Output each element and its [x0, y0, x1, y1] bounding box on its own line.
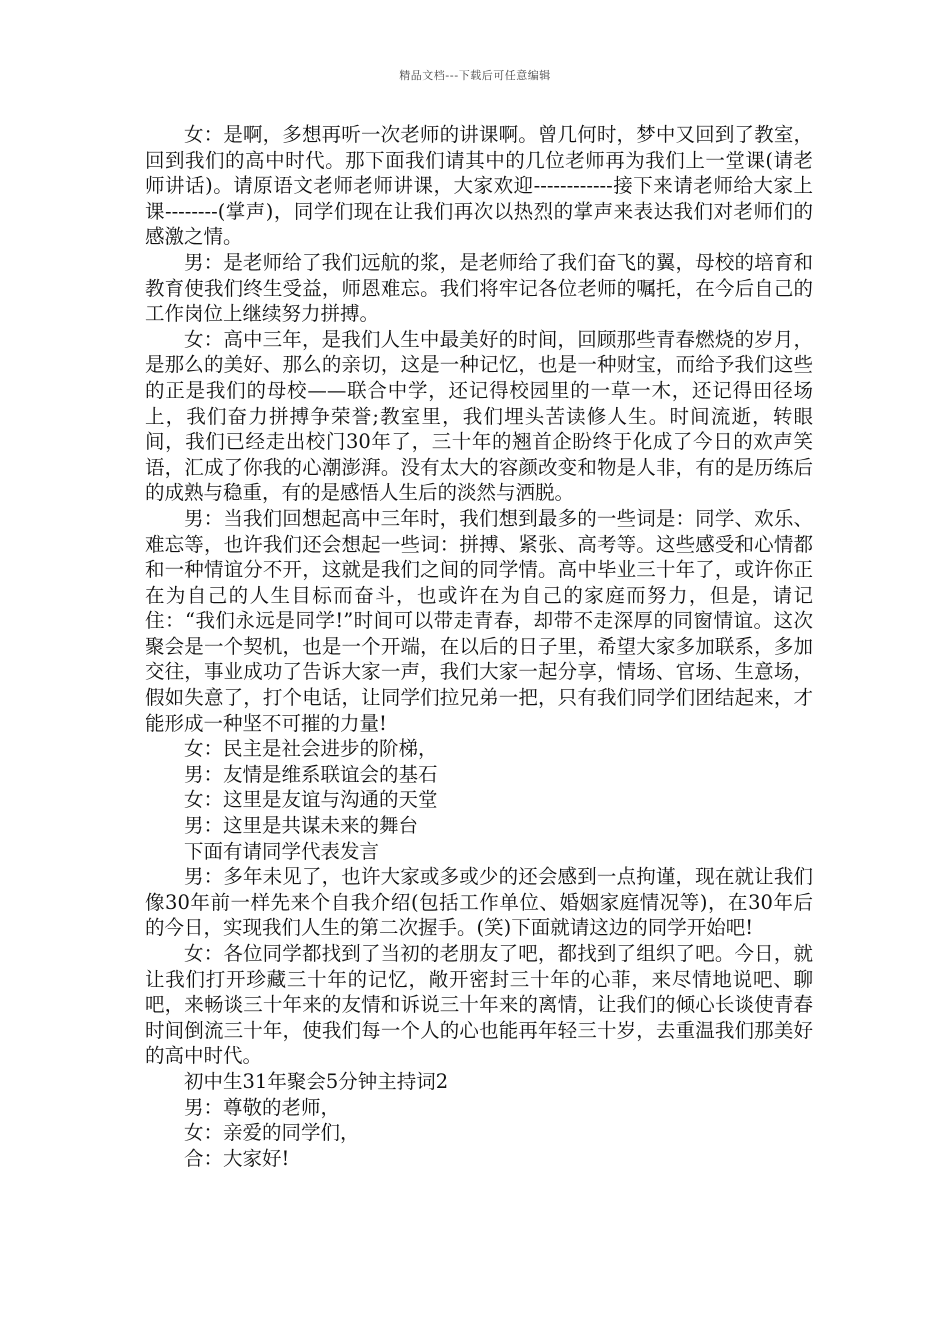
paragraph: 男：多年未见了，也许大家或多或少的还会感到一点拘谨，现在就让我们像30年前一样先来个自我介绍(包括工作单位、婚姻家庭情况等)，在30年后的今日，实现我们人生的第二次握手。(笑)下面就请这边的同学开始吧! — [145, 865, 813, 940]
page-header: 精品文档---下载后可任意编辑 — [399, 69, 551, 82]
paragraph: 男：这里是共谋未来的舞台 — [184, 814, 419, 838]
paragraph: 女：高中三年，是我们人生中最美好的时间，回顾那些青春燃烧的岁月，是那么的美好、那么的亲切，这是一种记忆，也是一种财宝，而给予我们这些的正是我们的母校——联合中学，还记得校园里的一草一木，还记得田径场上，我们奋力拼搏争荣誉;教室里，我们埋头苦读修人生。时间流逝，转眼间，我们已经走出校门30年了，三十年的翘首企盼终于化成了今日的欢声笑语，汇成了你我的心潮澎湃。没有太大的容颜改变和物是人非，有的是历练后的成熟与稳重，有的是感悟人生后的淡然与洒脱。 — [145, 327, 813, 505]
paragraph: 男：尊敬的老师， — [184, 1095, 341, 1119]
paragraph: 合：大家好! — [184, 1146, 290, 1170]
paragraph: 男：是老师给了我们远航的浆，是老师给了我们奋飞的翼，母校的培育和教育使我们终生受益，师恩难忘。我们将牢记各位老师的嘱托，在今后自己的工作岗位上继续努力拼搏。 — [145, 250, 813, 326]
paragraph: 女：各位同学都找到了当初的老朋友了吧，都找到了组织了吧。今日，就让我们打开珍藏三十年的记忆，敞开密封三十年的心菲，来尽情地说吧、聊吧，来畅谈三十年来的友情和诉说三十年来的离情，让我们的倾心长谈使青春时间倒流三十年，使我们每一个人的心也能再年轻三十岁，去重温我们那美好的高中时代。 — [145, 942, 813, 1068]
section-title: 初中生31年聚会5分钟主持词2 — [184, 1069, 449, 1093]
paragraph: 女：民主是社会进步的阶梯， — [184, 737, 438, 761]
document-body — [145, 122, 813, 1171]
paragraph: 女：是啊，多想再听一次老师的讲课啊。曾几何时，梦中又回到了教室，回到我们的高中时代。那下面我们请其中的几位老师再为我们上一堂课(请老师讲话)。请原语文老师老师讲课，大家欢迎------------接下来请老师给大家上课--------(掌声)，同学们现在让我们再次以热烈的掌声来表达我们对老师们的感激之情。 — [145, 123, 813, 249]
paragraph: 男：友情是维系联谊会的基石 — [184, 762, 438, 786]
paragraph: 下面有请同学代表发言 — [184, 839, 380, 863]
paragraph: 女：这里是友谊与沟通的天堂 — [184, 788, 438, 812]
paragraph: 女：亲爱的同学们， — [184, 1121, 360, 1145]
paragraph: 男：当我们回想起高中三年时，我们想到最多的一些词是：同学、欢乐、难忘等，也许我们还会想起一些词：拼搏、紧张、高考等。这些感受和心情都和一种情谊分不开，这就是我们之间的同学情。高中毕业三十年了，或许你正在为自己的人生目标而奋斗，也或许在为自己的家庭而努力，但是，请记住：“我们永远是同学!”时间可以带走青春，却带不走深厚的同窗情谊。这次聚会是一个契机，也是一个开端，在以后的日子里，希望大家多加联系，多加交往，事业成功了告诉大家一声，我们大家一起分享，情场、官场、生意场，假如失意了，打个电话，让同学们拉兄弟一把，只有我们同学们团结起来，才能形成一种坚不可摧的力量! — [145, 506, 813, 735]
